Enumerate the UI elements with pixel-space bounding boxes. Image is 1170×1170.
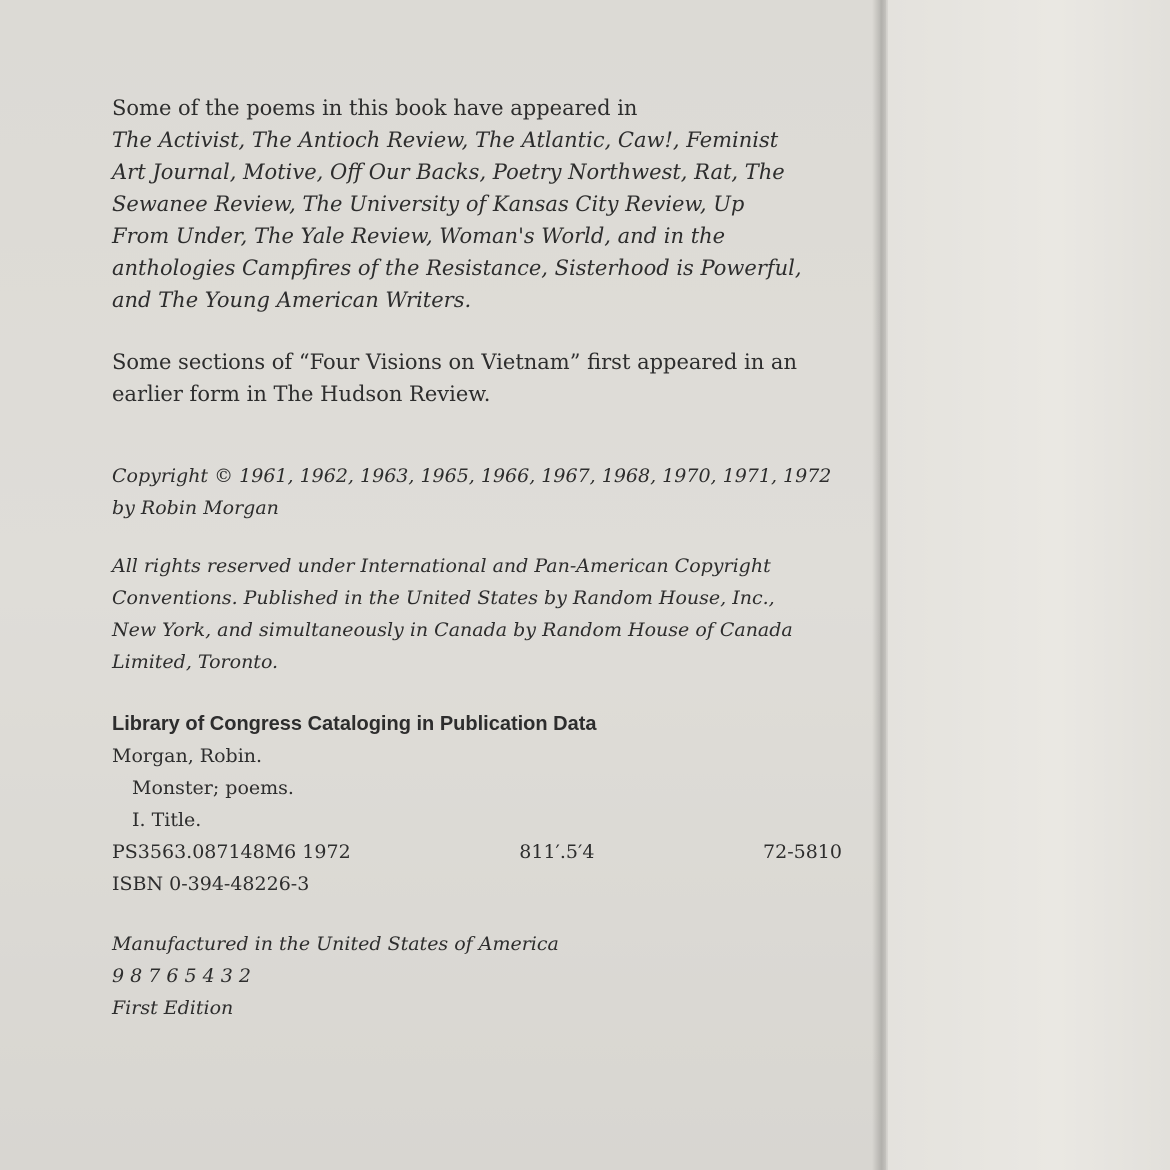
- facing-page: [886, 0, 1170, 1170]
- intro-line: Some of the poems in this book have appeared in: [112, 96, 638, 120]
- rights-paragraph: [112, 550, 842, 678]
- rights-line: New York, and simultaneously in Canada by Random House of Canada: [112, 619, 793, 641]
- sections-line: earlier form in The Hudson Review.: [112, 382, 491, 406]
- journals-line: The Activist, The Antioch Review, The Atlantic, Caw!, Feminist: [112, 128, 779, 152]
- library-title: Library of Congress Cataloging in Publication Data: [112, 713, 597, 735]
- catalog-title-entry: I. Title.: [132, 809, 202, 831]
- sections-paragraph: [112, 346, 842, 410]
- page-gutter-shadow: [872, 0, 888, 1170]
- rights-line: Limited, Toronto.: [112, 651, 279, 673]
- catalog-numbers-row: [112, 836, 842, 868]
- journals-line: Art Journal, Motive, Off Our Backs, Poetry Northwest, Rat, The: [112, 160, 785, 184]
- journals-paragraph: [112, 124, 842, 316]
- manufactured-line: Manufactured in the United States of America: [112, 933, 559, 955]
- cataloging-data: [112, 708, 842, 900]
- rights-line: Conventions. Published in the United States by Random House, Inc.,: [112, 587, 775, 609]
- edition-line: First Edition: [112, 997, 234, 1019]
- journals-line: and The Young American Writers.: [112, 288, 472, 312]
- rights-line: All rights reserved under International and Pan-American Copyright: [112, 555, 771, 577]
- catalog-book: Monster; poems.: [132, 777, 294, 799]
- isbn: ISBN 0-394-48226-3: [112, 873, 310, 895]
- copyright-notice: [112, 460, 842, 524]
- printing-line: 9 8 7 6 5 4 3 2: [112, 965, 251, 987]
- journals-line: From Under, The Yale Review, Woman's World, and in the: [112, 224, 726, 248]
- lccn-number: 72-5810: [763, 841, 842, 863]
- call-number: PS3563.087148M6 1972: [112, 841, 351, 863]
- copyright-line: by Robin Morgan: [112, 497, 279, 519]
- dewey-number: 811′.5′4: [519, 841, 595, 863]
- sections-line: Some sections of “Four Visions on Vietnam” first appeared in an: [112, 350, 797, 374]
- journals-line: anthologies Campfires of the Resistance, Sisterhood is Powerful,: [112, 256, 802, 280]
- copyright-line: Copyright © 1961, 1962, 1963, 1965, 1966, 1967, 1968, 1970, 1971, 1972: [112, 465, 832, 487]
- journals-line: Sewanee Review, The University of Kansas City Review, Up: [112, 192, 745, 216]
- catalog-author: Morgan, Robin.: [112, 745, 263, 767]
- manufacturing-info: [112, 928, 842, 1024]
- page-text: [112, 92, 842, 1024]
